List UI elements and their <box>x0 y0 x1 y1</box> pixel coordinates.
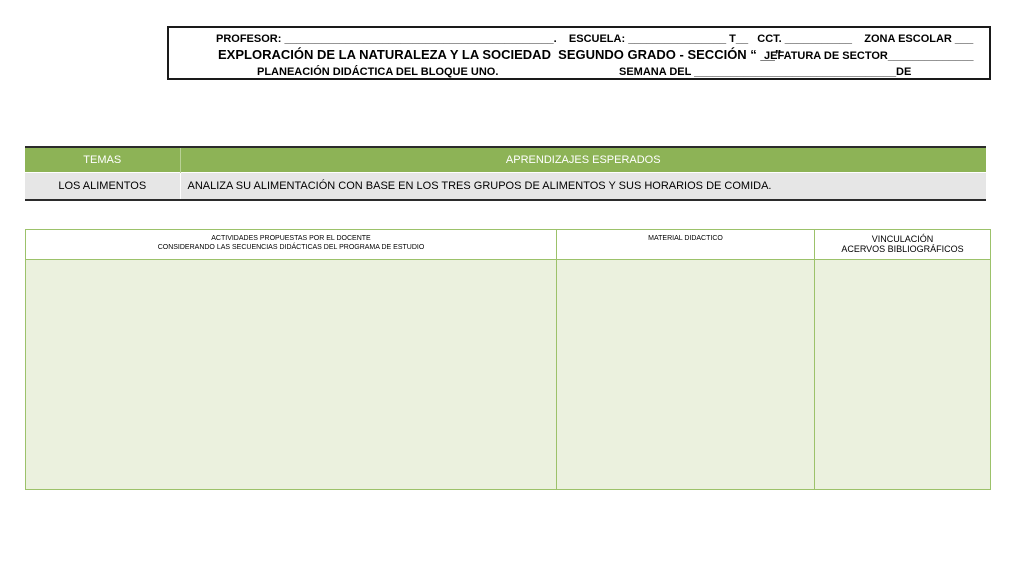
actividades-header <box>26 230 557 260</box>
temas-header-row <box>25 147 986 173</box>
material-header-label: MATERIAL DIDACTICO <box>648 235 723 242</box>
temas-header: TEMAS <box>25 147 180 173</box>
temas-table <box>25 146 986 201</box>
vinculacion-header-line1: VINCULACIÓN <box>871 234 934 244</box>
actividades-header-line1: ACTIVIDADES PROPUESTAS POR EL DOCENTE <box>211 235 371 242</box>
actividades-header-line2: CONSIDERANDO LAS SECUENCIAS DIDÁCTICAS DEL PROGRAMA DE ESTUDIO <box>157 244 425 251</box>
vinculacion-header <box>815 230 991 260</box>
material-cell[interactable] <box>557 260 815 490</box>
tema-cell: LOS ALIMENTOS <box>25 173 180 201</box>
table-row <box>25 173 986 201</box>
header-planeacion: PLANEACIÓN DIDÁCTICA DEL BLOQUE UNO. <box>257 66 499 78</box>
header-line-profesor: PROFESOR: ____________________________________________. ESCUELA: ________________ T__ CCT. ___________ ZONA ESCOLAR ___ <box>216 33 974 45</box>
vinculacion-cell[interactable] <box>815 260 991 490</box>
actividades-cell[interactable] <box>26 260 557 490</box>
header-jefatura: JEFATURA DE SECTOR______________ <box>764 50 974 62</box>
activities-body-row <box>26 260 991 490</box>
header-semana: SEMANA DEL _________________________________DE <box>619 66 912 78</box>
material-header <box>557 230 815 260</box>
aprendizajes-header: APRENDIZAJES ESPERADOS <box>180 147 986 173</box>
activities-table <box>25 229 991 490</box>
header-box <box>167 26 991 80</box>
vinculacion-header-line2: ACERVOS BIBLIOGRÁFICOS <box>841 244 964 254</box>
aprendizaje-cell: ANALIZA SU ALIMENTACIÓN CON BASE EN LOS TRES GRUPOS DE ALIMENTOS Y SUS HORARIOS DE COMIDA. <box>180 173 986 201</box>
header-subject-title: EXPLORACIÓN DE LA NATURALEZA Y LA SOCIEDAD SEGUNDO GRADO - SECCIÓN “ __” <box>218 47 782 62</box>
activities-header-row <box>26 230 991 260</box>
